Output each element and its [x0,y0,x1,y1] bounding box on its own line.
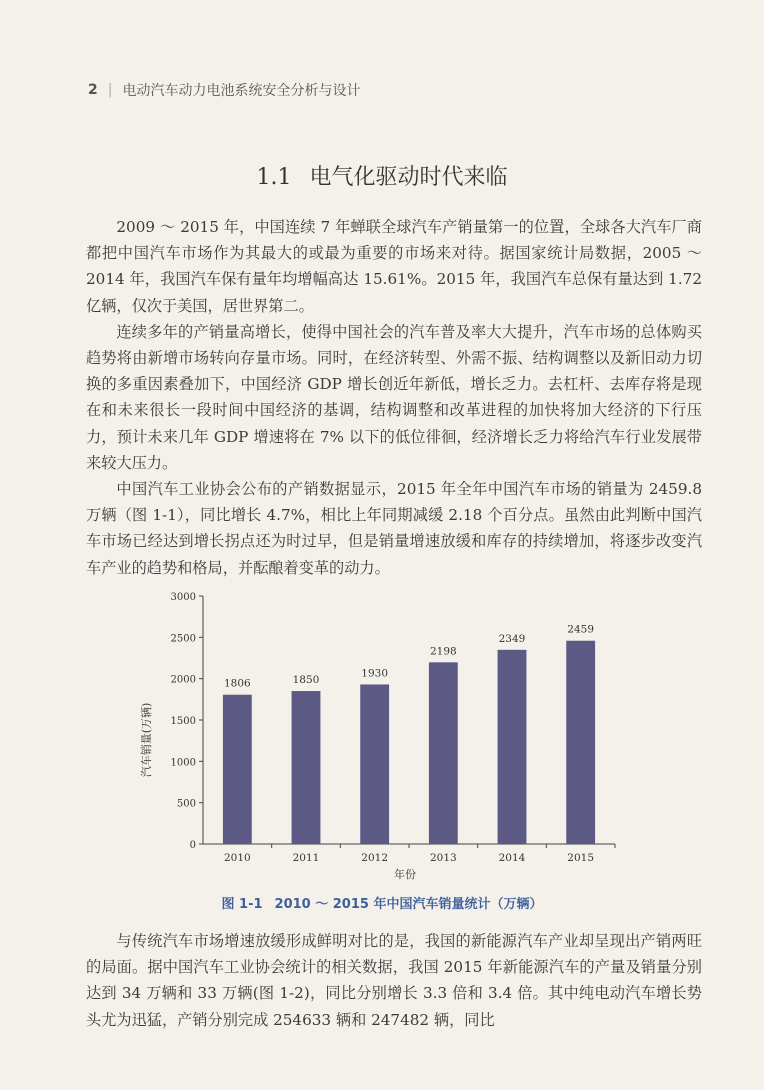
header-separator: | [107,82,113,98]
x-tick-label-2015: 2015 [567,852,595,864]
y-axis-label: 汽车销量(万辆) [140,702,153,778]
bar-2015 [566,641,595,844]
y-tick-label: 1000 [170,757,196,769]
bar-2010 [223,695,252,844]
data-label-2011: 1850 [292,674,320,687]
body-text-bottom [86,928,702,1033]
x-tick-label-2010: 2010 [223,852,251,864]
section-heading [0,160,764,191]
bar-2013 [429,662,458,844]
y-tick-label: 500 [176,798,196,810]
data-label-2015: 2459 [567,623,595,636]
chart-labels [224,624,594,864]
y-tick-label: 2000 [170,674,196,686]
paragraph: 与传统汽车市场增速放缓形成鲜明对比的是，我国的新能源汽车产业却呈现出产销两旺的局面。据中国汽车工业协会统计的相关数据，我国 2015 年新能源汽车的产量及销量分别达到 34 万辆和 33 万辆(图 1-2)，同比分别增长 3.3 倍和 3.4 倍。其中纯电动汽车增长势头尤为迅猛，产销分别完成 254633 辆和 247482 辆，同比 [86,932,702,1029]
paragraph: 2009 ～ 2015 年，中国连续 7 年蝉联全球汽车产销量第一的位置，全球各大汽车厂商都把中国汽车市场作为其最大的或最为重要的市场来对待。据国家统计局数据，2005 ～ 2014 年，我国汽车保有量年均增幅高达 15.61%。2015 年，我国汽车总保有量达到 1.72 亿辆，仅次于美国，居世界第二。 [86,218,702,315]
figure-caption-text: 2010 ～ 2015 年中国汽车销量统计（万辆） [274,897,543,912]
data-label-2014: 2349 [498,632,526,645]
x-tick-label-2011: 2011 [292,852,320,864]
data-label-2010: 1806 [223,677,251,690]
running-header [88,80,360,100]
y-tick-label: 0 [189,840,196,851]
book-title: 电动汽车动力电池系统安全分析与设计 [122,83,361,99]
body-text-top [86,214,702,581]
paragraph: 连续多年的产销量高增长，使得中国社会的汽车普及率大大提升，汽车市场的总体购买趋势将由新增市场转向存量市场。同时，在经济转型、外需不振、结构调整以及新旧动力切换的多重因素叠加下，中国经济 GDP 增长创近年新低，增长乏力。去杠杆、去库存将是现在和未来很长一段时间中国经济的基调，结构调整和改革进程的加快将加大经济的下行压力，预计未来几年 GDP 增速将在 7% 以下的低位徘徊，经济增长乏力将给汽车行业发展带来较大压力。 [86,322,702,472]
y-tick-label: 1500 [170,716,196,727]
chart-bars [223,641,595,844]
figure-caption [0,893,764,912]
y-tick-label: 3000 [170,592,196,603]
figure-label: 图 1-1 [221,897,263,912]
data-label-2013: 2198 [429,645,457,658]
bar-2014 [498,650,527,844]
bar-2012 [360,684,389,844]
x-tick-label-2014: 2014 [498,852,526,864]
y-tick-label: 2500 [170,633,196,645]
section-number: 1.1 [256,165,292,190]
bar-2011 [292,691,321,844]
data-label-2012: 1930 [361,667,389,680]
sales-bar-chart [140,590,620,885]
section-title: 电气化驱动时代来临 [309,165,508,190]
x-tick-label-2013: 2013 [429,852,457,864]
x-tick-label-2012: 2012 [361,852,389,864]
page-number: 2 [88,82,98,98]
paragraph: 中国汽车工业协会公布的产销数据显示，2015 年全年中国汽车市场的销量为 2459.8 万辆（图 1-1），同比增长 4.7%，相比上年同期减缓 2.18 个百分点。虽然由此判断中国汽车市场已经达到增长拐点还为时过早，但是销量增速放缓和库存的持续增加，将逐步改变汽车产业的趋势和格局，并酝酿着变革的动力。 [86,480,702,577]
x-axis-label: 年份 [394,868,416,881]
